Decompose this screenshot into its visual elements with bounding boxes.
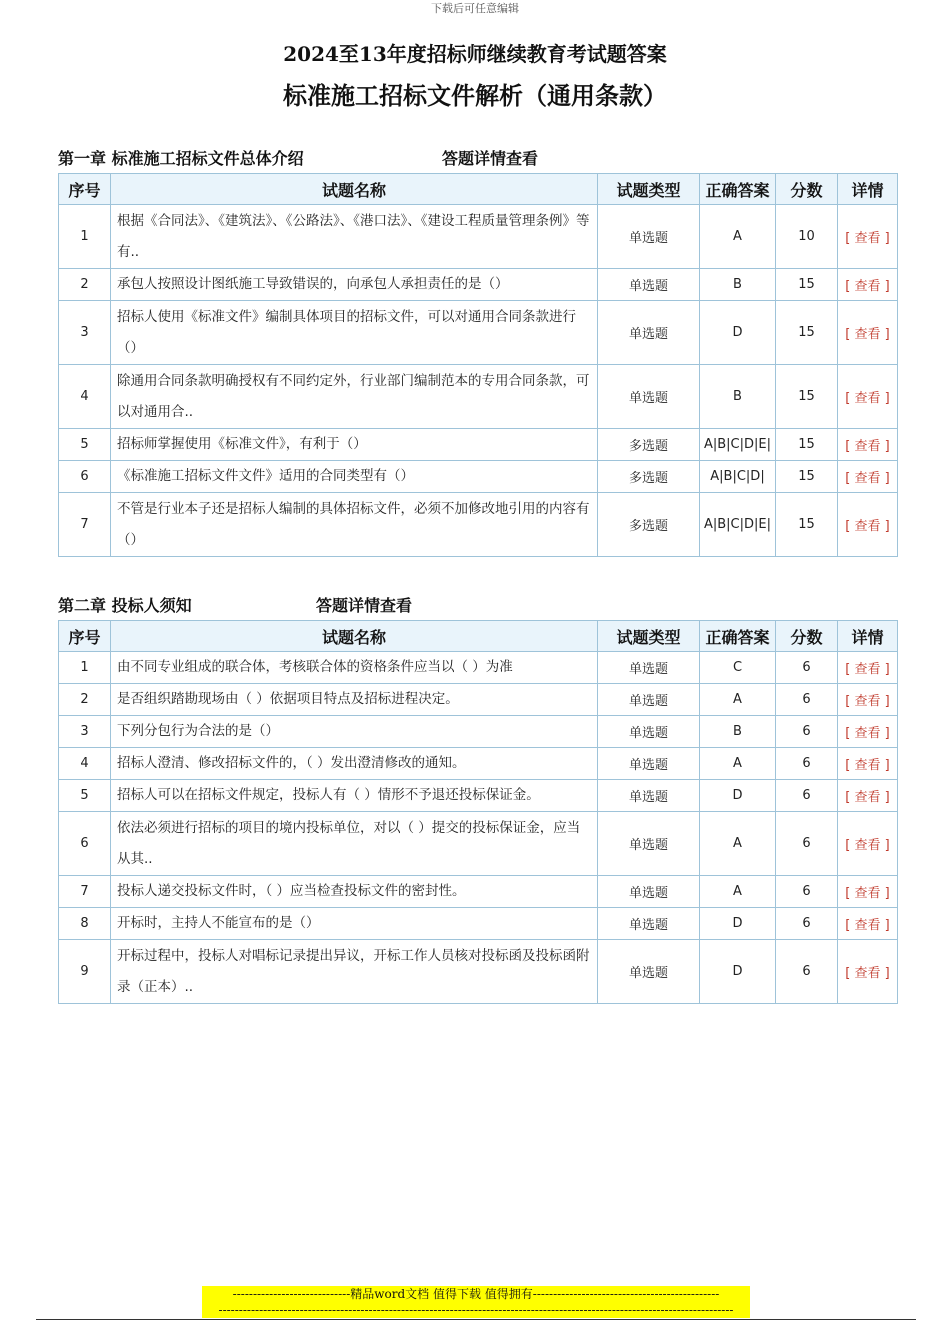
row-no: 2 xyxy=(59,684,111,716)
header-note: 下载后可任意编辑 xyxy=(431,2,519,15)
table-row xyxy=(59,940,898,1004)
row-score: 15 xyxy=(776,365,838,429)
table-row xyxy=(59,716,898,748)
view-link[interactable]: [ 查看 ] xyxy=(838,908,898,940)
row-question: 投标人递交投标文件时，（ ）应当检查投标文件的密封性。 xyxy=(111,876,598,908)
chapter-2-question-table xyxy=(58,620,898,1004)
view-link[interactable]: [ 查看 ] xyxy=(838,652,898,684)
row-question: 开标过程中，投标人对唱标记录提出异议，开标工作人员核对投标函及投标函附录（正本）.. xyxy=(111,940,598,1004)
row-score: 15 xyxy=(776,461,838,493)
chapter-1-heading xyxy=(58,146,539,169)
row-score: 15 xyxy=(776,429,838,461)
row-answer: A|B|C|D|E| xyxy=(700,493,776,557)
view-link[interactable]: [ 查看 ] xyxy=(838,461,898,493)
row-answer: B xyxy=(700,365,776,429)
row-question: 根据《合同法》、《建筑法》、《公路法》、《港口法》、《建设工程质量管理条例》等有.. xyxy=(111,205,598,269)
row-type: 单选题 xyxy=(598,812,700,876)
footer-banner-line-2: ------------------------------------------------------------------------------------------------------------------------------- xyxy=(218,1303,734,1317)
document-subtitle: 标准施工招标文件解析（通用条款） xyxy=(283,81,667,110)
row-type: 单选题 xyxy=(598,876,700,908)
row-no: 1 xyxy=(59,205,111,269)
table-row xyxy=(59,780,898,812)
table-row xyxy=(59,876,898,908)
row-answer: A|B|C|D| xyxy=(700,461,776,493)
row-answer: A xyxy=(700,876,776,908)
row-no: 1 xyxy=(59,652,111,684)
table-row xyxy=(59,652,898,684)
row-answer: D xyxy=(700,301,776,365)
row-score: 15 xyxy=(776,301,838,365)
row-answer: B xyxy=(700,269,776,301)
table-row xyxy=(59,684,898,716)
col-header-type: 试题类型 xyxy=(598,621,700,652)
row-score: 15 xyxy=(776,269,838,301)
row-score: 10 xyxy=(776,205,838,269)
col-header-type: 试题类型 xyxy=(598,174,700,205)
col-header-detail: 详情 xyxy=(838,174,898,205)
view-link[interactable]: [ 查看 ] xyxy=(838,301,898,365)
col-header-name: 试题名称 xyxy=(111,174,598,205)
row-no: 4 xyxy=(59,748,111,780)
col-header-no: 序号 xyxy=(59,174,111,205)
view-link[interactable]: [ 查看 ] xyxy=(838,940,898,1004)
row-score: 6 xyxy=(776,716,838,748)
view-link[interactable]: [ 查看 ] xyxy=(838,493,898,557)
row-no: 3 xyxy=(59,301,111,365)
row-question: 依法必须进行招标的项目的境内投标单位，对以（ ）提交的投标保证金，应当从其.. xyxy=(111,812,598,876)
row-score: 6 xyxy=(776,652,838,684)
row-question: 是否组织踏勘现场由（ ）依据项目特点及招标进程决定。 xyxy=(111,684,598,716)
row-score: 6 xyxy=(776,812,838,876)
row-answer: A xyxy=(700,748,776,780)
row-no: 5 xyxy=(59,429,111,461)
row-type: 多选题 xyxy=(598,429,700,461)
chapter-2-heading xyxy=(58,593,413,616)
row-question: 招标师掌握使用《标准文件》，有利于（） xyxy=(111,429,598,461)
document-title: 2024至13年度招标师继续教育考试题答案 xyxy=(283,42,667,66)
table-row xyxy=(59,908,898,940)
view-link[interactable]: [ 查看 ] xyxy=(838,876,898,908)
row-no: 7 xyxy=(59,493,111,557)
view-link[interactable]: [ 查看 ] xyxy=(838,780,898,812)
row-question: 下列分包行为合法的是（） xyxy=(111,716,598,748)
table-header-row xyxy=(59,174,898,205)
row-type: 单选题 xyxy=(598,780,700,812)
row-no: 5 xyxy=(59,780,111,812)
row-type: 多选题 xyxy=(598,461,700,493)
table-row xyxy=(59,205,898,269)
row-answer: B xyxy=(700,716,776,748)
chapter-1-title: 第一章 标准施工招标文件总体介绍 xyxy=(58,149,304,168)
chapter-2-title: 第二章 投标人须知 xyxy=(58,596,192,615)
row-type: 单选题 xyxy=(598,940,700,1004)
row-question: 不管是行业本子还是招标人编制的具体招标文件，必须不加修改地引用的内容有（） xyxy=(111,493,598,557)
table-row xyxy=(59,748,898,780)
row-answer: D xyxy=(700,908,776,940)
row-answer: A xyxy=(700,812,776,876)
table-header-row xyxy=(59,621,898,652)
row-score: 6 xyxy=(776,684,838,716)
table-row xyxy=(59,429,898,461)
view-link[interactable]: [ 查看 ] xyxy=(838,205,898,269)
row-no: 4 xyxy=(59,365,111,429)
view-link[interactable]: [ 查看 ] xyxy=(838,812,898,876)
row-no: 8 xyxy=(59,908,111,940)
footer-banner xyxy=(202,1286,750,1318)
row-type: 单选题 xyxy=(598,716,700,748)
footer-banner-line-1: -----------------------------精品word文档 值得下载 值得拥有---------------------------------------------- xyxy=(232,1287,720,1301)
view-link[interactable]: [ 查看 ] xyxy=(838,269,898,301)
chapter-1-detail-link[interactable]: 答题详情查看 xyxy=(442,149,539,168)
view-link[interactable]: [ 查看 ] xyxy=(838,716,898,748)
row-score: 6 xyxy=(776,876,838,908)
row-type: 单选题 xyxy=(598,205,700,269)
row-no: 2 xyxy=(59,269,111,301)
col-header-no: 序号 xyxy=(59,621,111,652)
table-row xyxy=(59,365,898,429)
col-header-score: 分数 xyxy=(776,621,838,652)
col-header-name: 试题名称 xyxy=(111,621,598,652)
row-no: 7 xyxy=(59,876,111,908)
row-answer: C xyxy=(700,652,776,684)
row-type: 单选题 xyxy=(598,365,700,429)
row-score: 6 xyxy=(776,908,838,940)
view-link[interactable]: [ 查看 ] xyxy=(838,748,898,780)
row-type: 单选题 xyxy=(598,748,700,780)
row-no: 3 xyxy=(59,716,111,748)
row-question: 开标时，主持人不能宣布的是（） xyxy=(111,908,598,940)
row-answer: A xyxy=(700,684,776,716)
col-header-answer: 正确答案 xyxy=(700,621,776,652)
col-header-answer: 正确答案 xyxy=(700,174,776,205)
table-row xyxy=(59,493,898,557)
row-question: 承包人按照设计图纸施工导致错误的，向承包人承担责任的是（） xyxy=(111,269,598,301)
row-type: 单选题 xyxy=(598,652,700,684)
row-answer: A xyxy=(700,205,776,269)
view-link[interactable]: [ 查看 ] xyxy=(838,365,898,429)
row-question: 由不同专业组成的联合体，考核联合体的资格条件应当以（ ）为准 xyxy=(111,652,598,684)
row-question: 招标人澄清、修改招标文件的，（ ）发出澄清修改的通知。 xyxy=(111,748,598,780)
row-answer: D xyxy=(700,940,776,1004)
row-type: 多选题 xyxy=(598,493,700,557)
row-no: 6 xyxy=(59,812,111,876)
col-header-detail: 详情 xyxy=(838,621,898,652)
row-type: 单选题 xyxy=(598,269,700,301)
row-no: 9 xyxy=(59,940,111,1004)
chapter-2-detail-link[interactable]: 答题详情查看 xyxy=(316,596,413,615)
row-question: 招标人可以在招标文件规定，投标人有（ ）情形不予退还投标保证金。 xyxy=(111,780,598,812)
view-link[interactable]: [ 查看 ] xyxy=(838,429,898,461)
chapter-1-question-table xyxy=(58,173,898,557)
row-question: 招标人使用《标准文件》编制具体项目的招标文件，可以对通用合同条款进行（） xyxy=(111,301,598,365)
row-question: 除通用合同条款明确授权有不同约定外，行业部门编制范本的专用合同条款，可以对通用合.. xyxy=(111,365,598,429)
col-header-score: 分数 xyxy=(776,174,838,205)
row-score: 6 xyxy=(776,780,838,812)
view-link[interactable]: [ 查看 ] xyxy=(838,684,898,716)
row-score: 6 xyxy=(776,748,838,780)
row-answer: A|B|C|D|E| xyxy=(700,429,776,461)
row-type: 单选题 xyxy=(598,908,700,940)
table-row xyxy=(59,269,898,301)
table-row xyxy=(59,812,898,876)
row-answer: D xyxy=(700,780,776,812)
footer-divider xyxy=(36,1319,916,1320)
row-type: 单选题 xyxy=(598,684,700,716)
table-row xyxy=(59,461,898,493)
table-row xyxy=(59,301,898,365)
row-no: 6 xyxy=(59,461,111,493)
row-type: 单选题 xyxy=(598,301,700,365)
row-score: 6 xyxy=(776,940,838,1004)
row-score: 15 xyxy=(776,493,838,557)
row-question: 《标准施工招标文件文件》适用的合同类型有（） xyxy=(111,461,598,493)
